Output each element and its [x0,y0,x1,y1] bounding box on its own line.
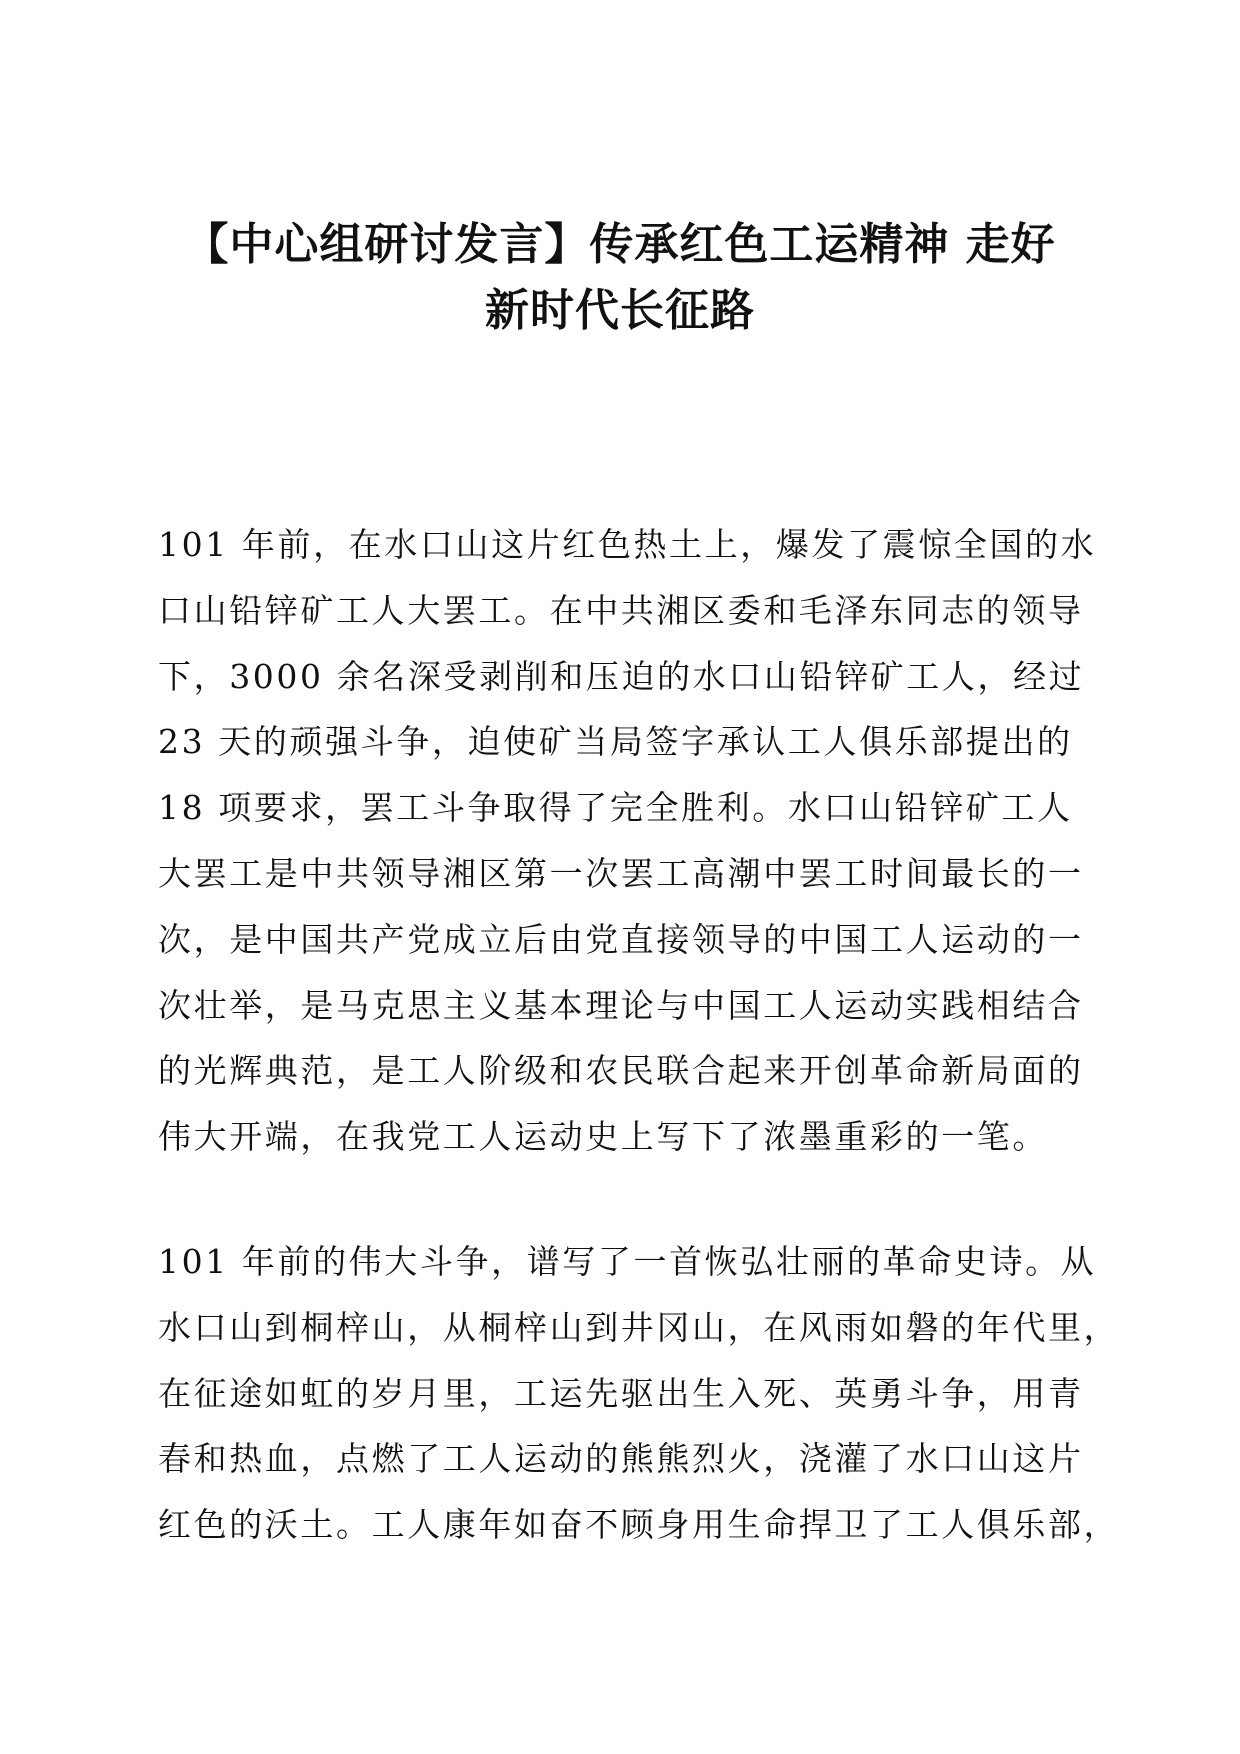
text-line: 水口山到桐梓山，从桐梓山到井冈山，在风雨如磐的年代里， [158,1307,1120,1347]
text-line: 下，3000 余名深受剥削和压迫的水口山铅锌矿工人，经过 [158,656,1085,696]
text-line: 18 项要求，罢工斗争取得了完全胜利。水口山铅锌矿工人 [158,788,1073,828]
text-line: 的光辉典范，是工人阶级和农民联合起来开创革命新局面的 [158,1051,1084,1091]
text-line: 101 年前的伟大斗争，谱写了一首恢弘壮丽的革命史诗。从 [158,1242,1097,1281]
text-line: 23 天的顽强斗争，迫使矿当局签字承认工人俱乐部提出的 [158,722,1073,762]
text-line: 在征途如虹的岁月里，工运先驱出生入死、英勇斗争，用青 [158,1373,1084,1413]
text-line: 101 年前，在水口山这片红色热土上，爆发了震惊全国的水 [158,525,1097,564]
title-line: 新时代长征路 [485,285,755,336]
text-line: 口山铅锌矿工人大罢工。在中共湘区委和毛泽东同志的领导 [158,590,1084,630]
paragraph-1 [158,512,1097,1170]
text-line: 大罢工是中共领导湘区第一次罢工高潮中罢工时间最长的一 [158,853,1084,893]
paragraph-2 [158,1229,1120,1558]
text-line: 春和热血，点燃了工人运动的熊熊烈火，浇灌了水口山这片 [158,1439,1084,1479]
text-line: 次，是中国共产党成立后由党直接领导的中国工人运动的一 [158,919,1084,959]
text-line: 次壮举，是马克思主义基本理论与中国工人运动实践相结合 [158,985,1084,1025]
page-title [140,212,1100,344]
text-line: 红色的沃土。工人康年如奋不顾身用生命捍卫了工人俱乐部， [158,1505,1120,1545]
title-line: 【中心组研讨发言】传承红色工运精神 走好 [184,219,1056,270]
text-line: 伟大开端，在我党工人运动史上写下了浓墨重彩的一笔。 [158,1117,1048,1157]
